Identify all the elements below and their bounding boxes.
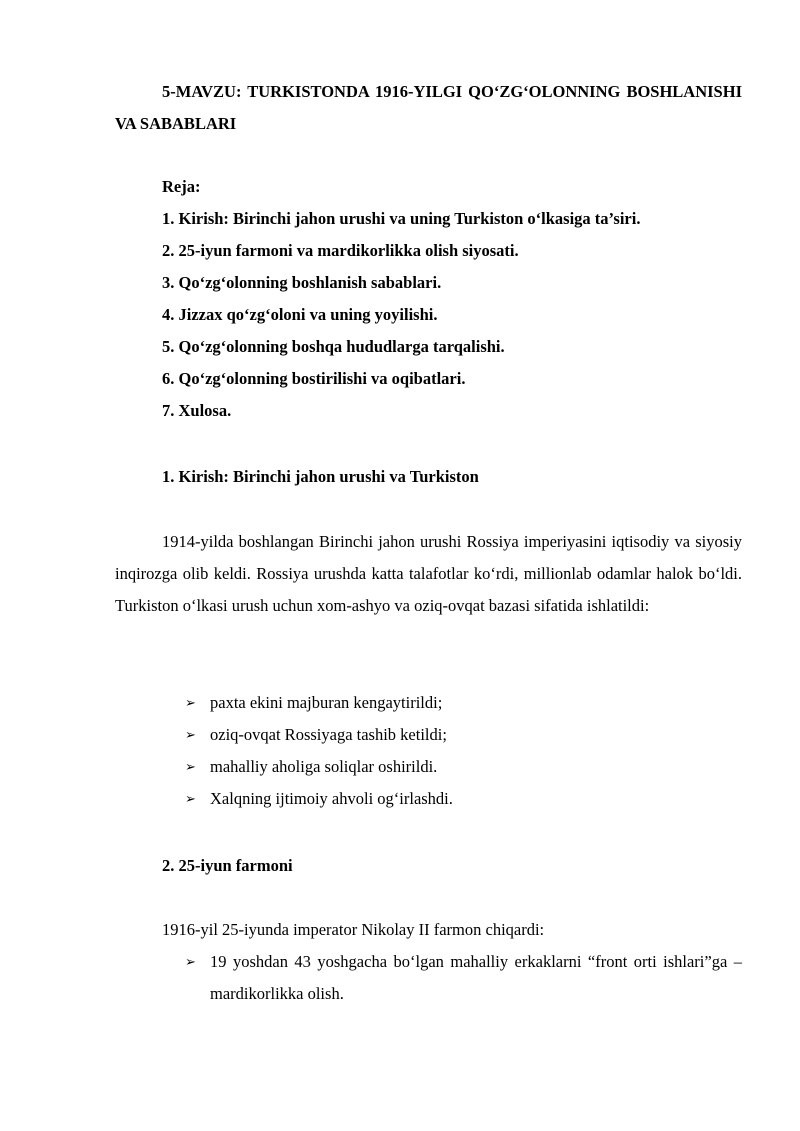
bullet-item [185,946,742,1010]
bullet-item [185,719,453,751]
bullet-text: Xalqning ijtimoiy ahvoli og‘irlashdi. [210,789,453,808]
section-1-heading: 1. Kirish: Birinchi jahon urushi va Turkiston [162,467,479,486]
plan-list [162,171,752,427]
section-2-heading: 2. 25-iyun farmoni [162,856,293,875]
section-1-bullet-list [185,687,453,815]
section-1-paragraph: 1914-yilda boshlangan Birinchi jahon urushi Rossiya imperiyasini iqtisodiy va siyosiy inqirozga olib keldi. Rossiya urushda katta talafotlar ko‘rdi, millionlab odamlar halok bo‘ldi. Turkiston o‘lkasi urush uchun xom-ashyo va oziq-ovqat bazasi sifatida ishlatildi: [115,532,742,615]
arrowhead-bullet-icon: ➢ [185,759,196,774]
bullet-item [185,687,453,719]
bullet-item [185,783,453,815]
plan-item: 6. Qo‘zg‘olonning bostirilishi va oqibatlari. [162,369,466,388]
document-title: 5-MAVZU: TURKISTONDA 1916-YILGI QO‘ZG‘OLONNING BOSHLANISHI VA SABABLARI [115,82,742,133]
plan-item: 2. 25-iyun farmoni va mardikorlikka olish siyosati. [162,241,519,260]
plan-item: 7. Xulosa. [162,401,232,420]
bullet-text: 19 yoshdan 43 yoshgacha bo‘lgan mahalliy erkaklarni “front orti ishlari”ga – mardikorlikka olish. [210,952,742,1003]
bullet-text: oziq-ovqat Rossiyaga tashib ketildi; [210,725,447,744]
plan-heading: Reja: [162,177,201,196]
arrowhead-bullet-icon: ➢ [185,727,196,742]
arrowhead-bullet-icon: ➢ [185,695,196,710]
plan-item: 3. Qo‘zg‘olonning boshlanish sabablari. [162,273,442,292]
section-2-bullet-list [185,946,742,1010]
plan-item: 5. Qo‘zg‘olonning boshqa hududlarga tarqalishi. [162,337,505,356]
arrowhead-bullet-icon: ➢ [185,954,196,969]
arrowhead-bullet-icon: ➢ [185,791,196,806]
plan-item: 4. Jizzax qo‘zg‘oloni va uning yoyilishi. [162,305,438,324]
section-2-intro: 1916-yil 25-iyunda imperator Nikolay II farmon chiqardi: [162,920,545,939]
bullet-text: paxta ekini majburan kengaytirildi; [210,693,443,712]
bullet-item [185,751,453,783]
bullet-text: mahalliy aholiga soliqlar oshirildi. [210,757,438,776]
plan-item: 1. Kirish: Birinchi jahon urushi va uning Turkiston o‘lkasiga ta’siri. [162,209,641,228]
